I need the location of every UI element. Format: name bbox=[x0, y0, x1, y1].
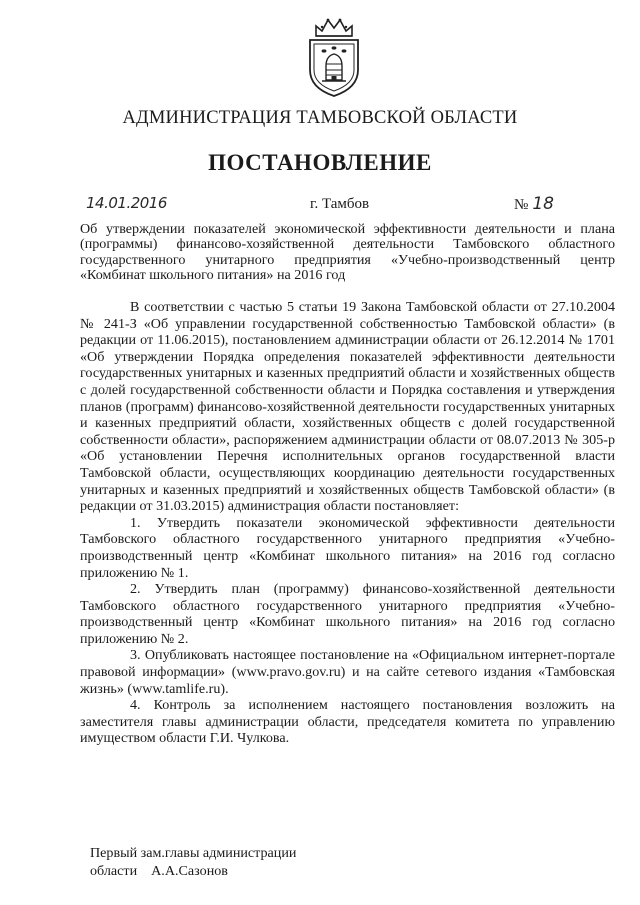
signature-block bbox=[90, 844, 296, 880]
clause-paragraph: 3. Опубликовать настоящее постановление на «Официальном интернет-портале правовой информации» (www.pravo.gov.ru) и на сайте сетевого издания «Тамбовская жизнь» (www.tamlife.ru). bbox=[80, 647, 615, 697]
preamble-paragraph: В соответствии с частью 5 статьи 19 Закона Тамбовской области от 27.10.2004 № 241-З «Об управлении государственной собственностью Тамбовской области» (в редакции от 11.06.2015), постановлением администрации области от 26.12.2014 № 1701 «Об утверждении Порядка определения показателей эффективности деятельности государственных унитарных и казенных предприятий области и хозяйственных обществ с долей государственной собственности области и Порядка составления и утверждения планов (программ) финансово-хозяйственной деятельности государственных унитарных и казенных предприятий области, хозяйственных обществ с долей государственной собственности области», распоряжением администрации области от 08.07.2013 № 305-р «Об установлении Перечня исполнительных органов государственной власти Тамбовской области, осуществляющих координацию деятельности государственных унитарных и казенных предприятий и хозяйственных обществ Тамбовской области» (в редакции от 31.03.2015) администрация области постановляет: bbox=[80, 299, 615, 515]
signatory-line bbox=[90, 862, 296, 880]
clause-paragraph: 1. Утвердить показатели экономической эффективности деятельности Тамбовского областного государственного унитарного предприятия «Учебно-производственный центр «Комбинат школьного питания» на 2016 год согласно приложению № 1. bbox=[80, 514, 615, 581]
signatory-position: Первый зам.главы администрации bbox=[90, 845, 297, 861]
clause-paragraph: 2. Утвердить план (программу) финансово-хозяйственной деятельности Тамбовского областного государственного унитарного предприятия «Учебно-производственный центр «Комбинат школьного питания» на 2016 год согласно приложению № 2. bbox=[80, 581, 615, 647]
organization-title: АДМИНИСТРАЦИЯ ТАМБОВСКОЙ ОБЛАСТИ bbox=[122, 108, 518, 128]
document-subject: Об утверждении показателей экономической эффективности деятельности и плана (программы) финансово-хозяйственной деятельности Тамбовского областного государственного унитарного предприятия «Учебно-производственный центр «Комбинат школьного питания» на 2016 год bbox=[80, 221, 615, 283]
document-type: ПОСТАНОВЛЕНИЕ bbox=[208, 150, 432, 175]
number-prefix: № bbox=[514, 197, 529, 213]
number-value: 18 bbox=[532, 194, 554, 214]
document-date: 14.01.2016 bbox=[86, 194, 167, 212]
document-city: г. Тамбов bbox=[310, 196, 370, 212]
tambov-coat-of-arms-icon bbox=[302, 14, 366, 98]
clause-paragraph: 4. Контроль за исполнением настоящего постановления возложить на заместителя главы администрации области, председателя комитета по управлению имуществом области Г.И. Чулкова. bbox=[80, 697, 615, 747]
document-body bbox=[80, 299, 615, 747]
signatory-name: А.А.Сазонов bbox=[151, 863, 228, 879]
signatory-position-cont: области bbox=[90, 863, 138, 879]
document-number bbox=[514, 194, 554, 214]
